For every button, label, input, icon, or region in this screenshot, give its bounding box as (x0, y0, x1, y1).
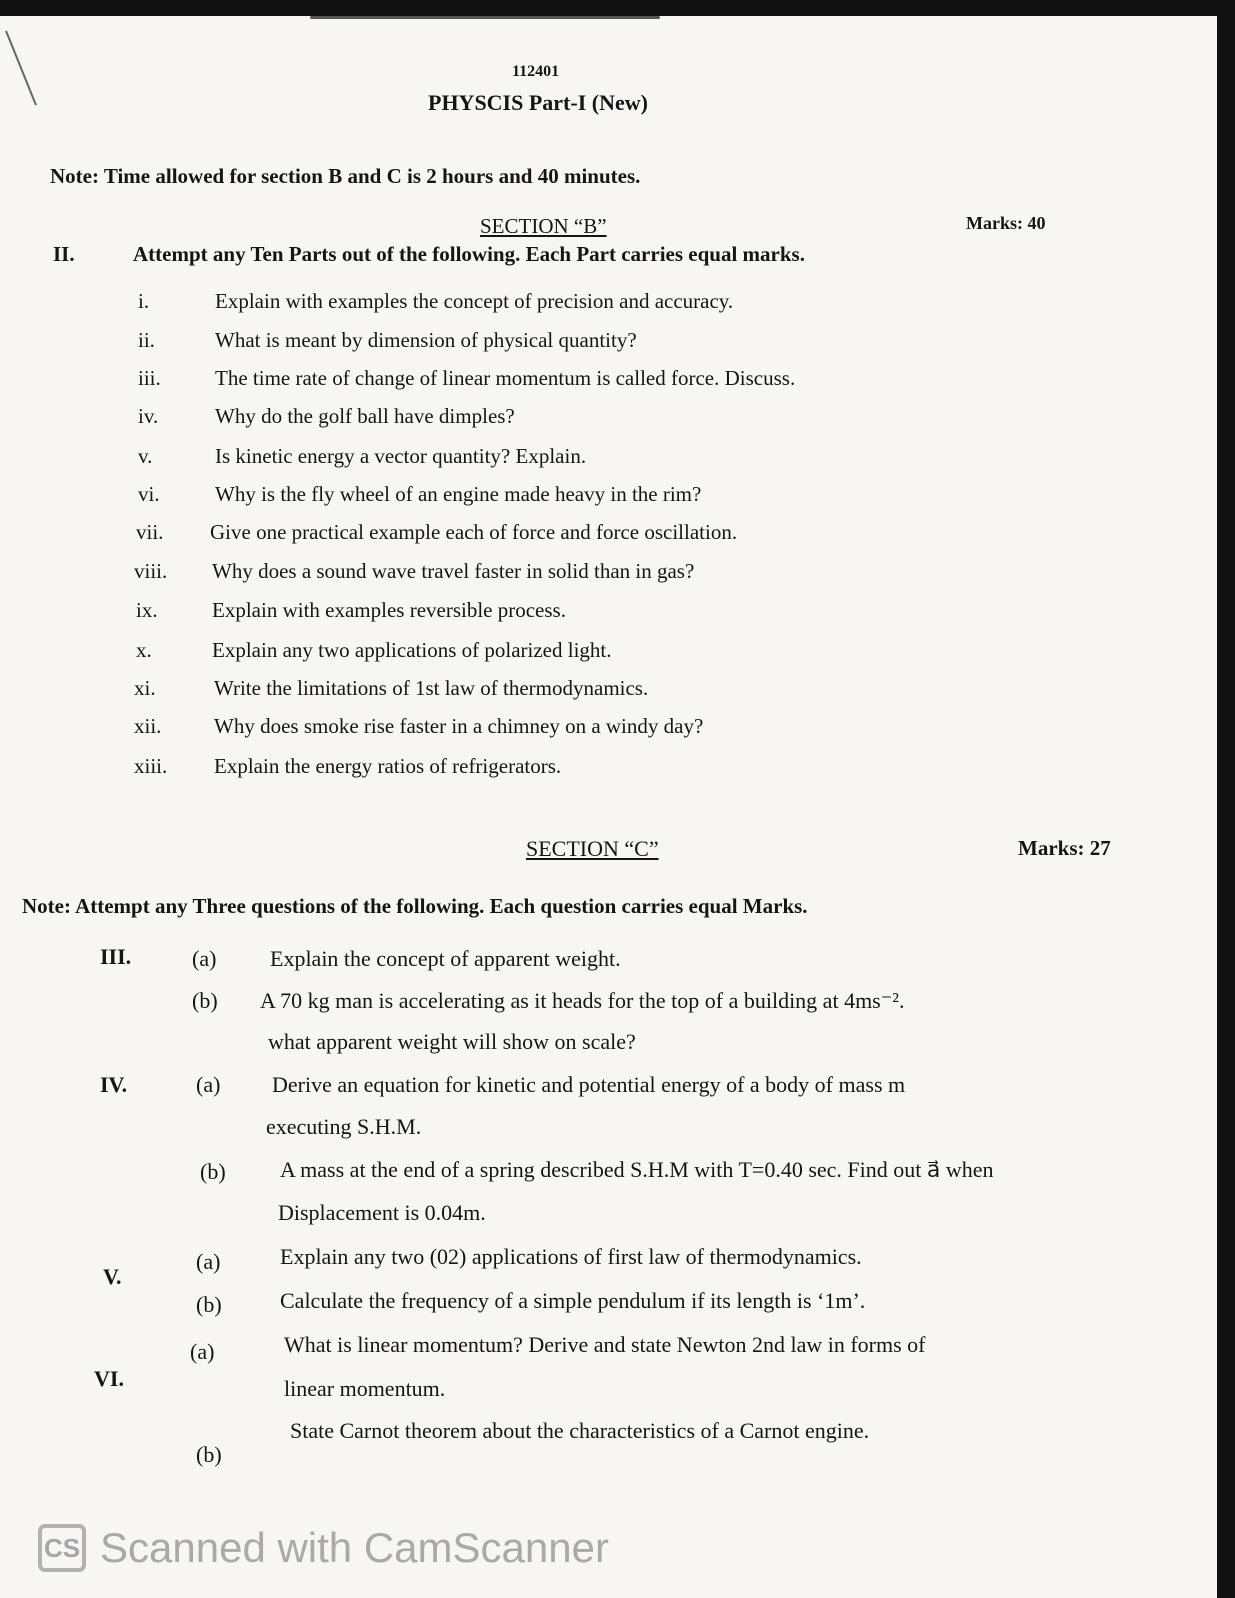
part-number: iii. (138, 366, 161, 390)
q3-part-a-label: (a) (192, 946, 217, 971)
part-number: viii. (134, 559, 168, 583)
part-text: Explain with examples the concept of precision and accuracy. (215, 289, 734, 313)
q3-part-b-text-2: what apparent weight will show on scale? (268, 1029, 636, 1054)
q6-part-a-text-2: linear momentum. (284, 1376, 446, 1401)
part-text: Why does a sound wave travel faster in solid than in gas? (212, 559, 695, 583)
question-number-vi: VI. (94, 1366, 124, 1391)
q5-part-b-text: Calculate the frequency of a simple pendulum if its length is ‘1m’. (280, 1288, 866, 1313)
time-note: Note: Time allowed for section B and C is 2 hours and 40 minutes. (50, 164, 641, 188)
part-number: xi. (134, 676, 156, 700)
part-text: Give one practical example each of force and force oscillation. (210, 520, 738, 544)
part-number: i. (138, 289, 150, 313)
part-number: vii. (136, 520, 164, 544)
part-number: xiii. (134, 754, 168, 778)
part-number: v. (138, 444, 153, 468)
part-number: xii. (134, 714, 162, 738)
q6-part-a-text-1: What is linear momentum? Derive and state Newton 2nd law in forms of (284, 1332, 926, 1357)
q3-part-b-text-1: A 70 kg man is accelerating as it heads for the top of a building at 4ms⁻². (260, 988, 905, 1013)
section-b-instruction: Attempt any Ten Parts out of the following. Each Part carries equal marks. (133, 242, 805, 266)
q4-part-b-text-1: A mass at the end of a spring described S.H.M with T=0.40 sec. Find out a⃗ when (280, 1157, 994, 1182)
part-text: Why do the golf ball have dimples? (215, 404, 515, 428)
q5-part-a-text: Explain any two (02) applications of first law of thermodynamics. (280, 1244, 862, 1269)
section-c-note: Note: Attempt any Three questions of the following. Each question carries equal Marks. (22, 894, 808, 918)
part-text: What is meant by dimension of physical quantity? (215, 328, 637, 352)
section-b-heading: SECTION “B” (480, 214, 607, 238)
q3-part-b-label: (b) (192, 988, 218, 1013)
q5-part-a-label: (a) (196, 1249, 221, 1274)
part-text: Explain any two applications of polarized light. (212, 638, 612, 662)
part-text: Why does smoke rise faster in a chimney on a windy day? (214, 714, 704, 738)
part-number: iv. (138, 404, 159, 428)
exam-paper (0, 16, 1217, 1598)
part-text: Explain with examples reversible process. (212, 598, 566, 622)
part-number: x. (136, 638, 152, 662)
section-c-heading: SECTION “C” (526, 836, 659, 861)
section-b-marks: Marks: 40 (966, 213, 1046, 233)
part-number: ii. (138, 328, 155, 352)
part-number: ix. (136, 598, 158, 622)
scan-artifact-line (310, 16, 660, 19)
scan-artifact-mark (5, 31, 37, 106)
camscanner-logo-icon: CS (38, 1524, 86, 1572)
question-number-iv: IV. (100, 1072, 128, 1097)
q4-part-b-text-2: Displacement is 0.04m. (278, 1200, 486, 1225)
section-c-marks: Marks: 27 (1018, 836, 1111, 860)
part-text: Write the limitations of 1st law of thermodynamics. (214, 676, 649, 700)
q4-part-a-label: (a) (196, 1072, 221, 1097)
q5-part-b-label: (b) (196, 1292, 222, 1317)
question-number-ii: II. (53, 242, 75, 266)
q4-part-a-text-1: Derive an equation for kinetic and potential energy of a body of mass m (272, 1072, 906, 1097)
camscanner-watermark (38, 1524, 609, 1572)
paper-code: 112401 (512, 63, 560, 80)
q6-part-b-text: State Carnot theorem about the characteristics of a Carnot engine. (290, 1418, 870, 1443)
q4-part-b-label: (b) (200, 1159, 226, 1184)
q6-part-a-label: (a) (190, 1339, 215, 1364)
q4-part-a-text-2: executing S.H.M. (266, 1114, 422, 1139)
part-text: Is kinetic energy a vector quantity? Explain. (215, 444, 587, 468)
part-number: vi. (138, 482, 160, 506)
question-number-iii: III. (100, 944, 132, 969)
watermark-text: Scanned with CamScanner (100, 1524, 609, 1571)
part-text: Why is the fly wheel of an engine made heavy in the rim? (215, 482, 702, 506)
part-text: Explain the energy ratios of refrigerators. (214, 754, 562, 778)
q3-part-a-text: Explain the concept of apparent weight. (270, 946, 621, 971)
q6-part-b-label: (b) (196, 1442, 222, 1467)
paper-title: PHYSCIS Part-I (New) (428, 90, 648, 115)
part-text: The time rate of change of linear momentum is called force. Discuss. (215, 366, 796, 390)
question-number-v: V. (103, 1264, 122, 1289)
